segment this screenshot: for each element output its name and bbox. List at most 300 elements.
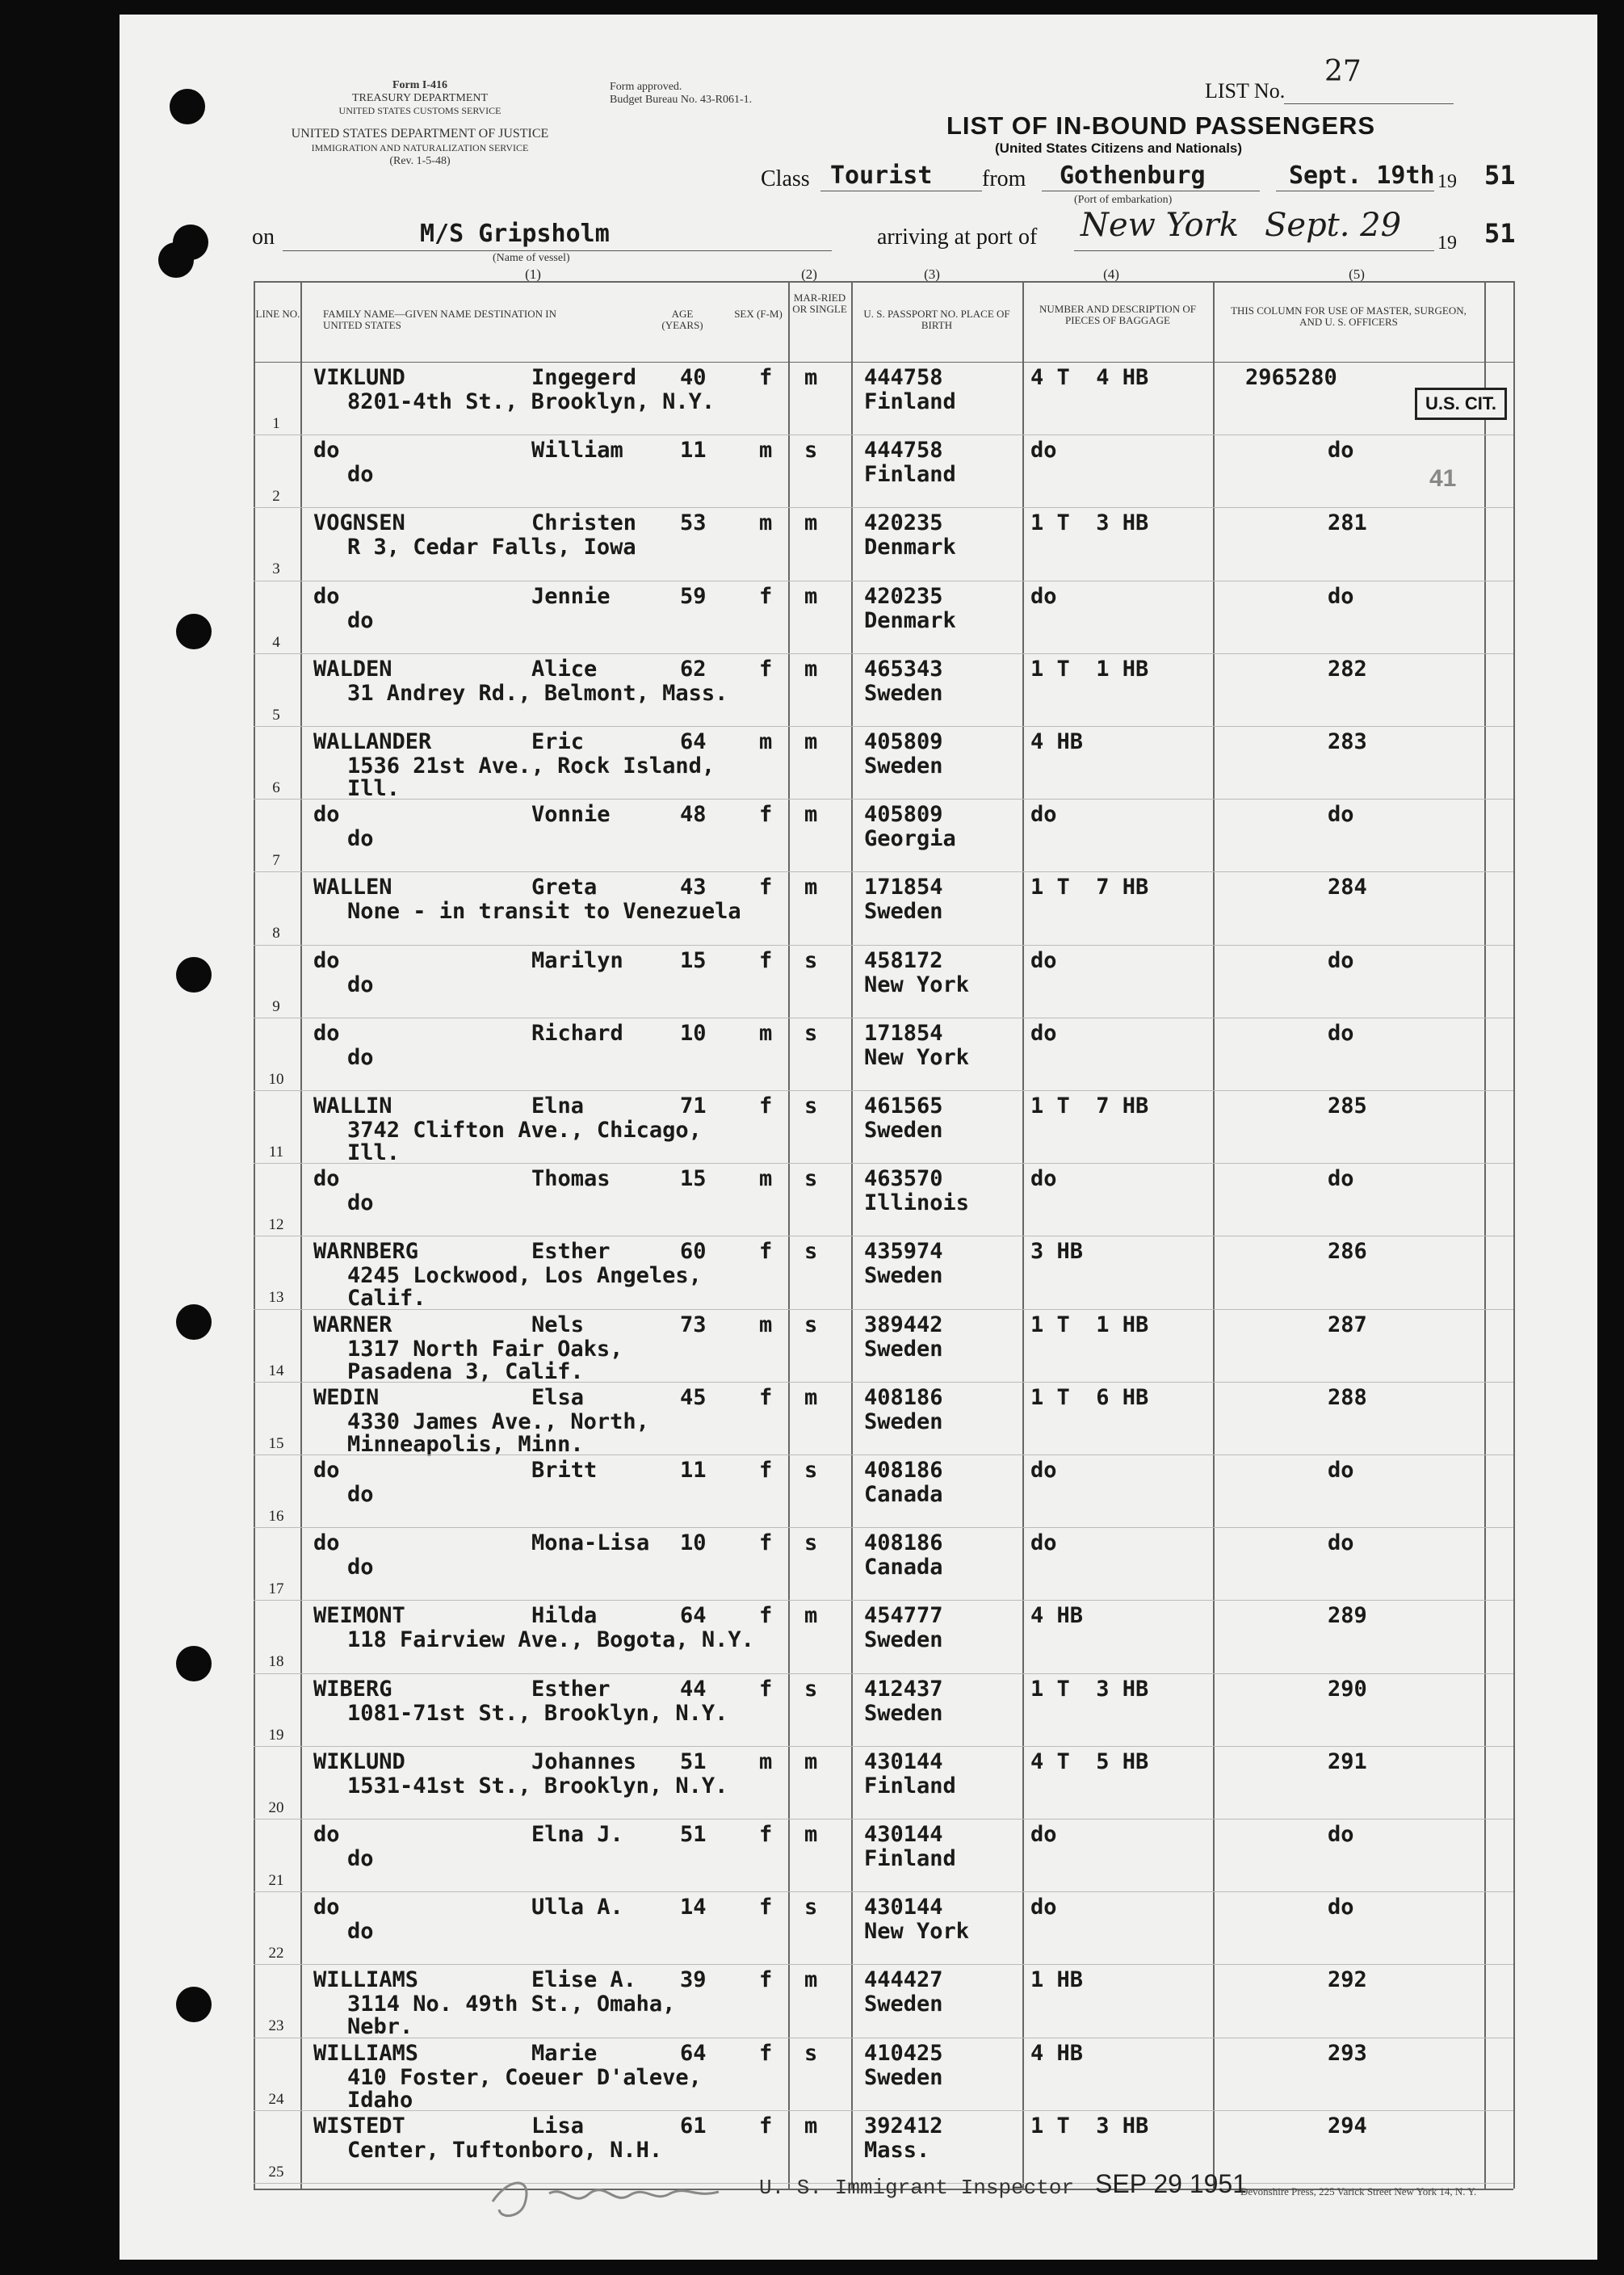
given-name: Ingegerd [531,365,637,390]
baggage: 1 T 3 HB [1030,510,1149,535]
age: 51 [680,1822,707,1847]
age: 43 [680,875,707,900]
sex: m [759,438,773,463]
destination: 3742 Clifton Ave., Chicago, [347,1118,702,1143]
age: 39 [680,1967,707,1992]
given-name: Thomas [531,1166,611,1191]
line-number: 2 [272,488,280,505]
passport-number: 430144 [864,1822,943,1847]
page-title: LIST OF IN-BOUND PASSENGERS [946,111,1376,140]
column-header-sex: SEX (F-M) [734,308,783,320]
place-of-birth: Sweden [864,2065,943,2090]
baggage: do [1030,802,1057,827]
age: 59 [680,584,707,609]
place-of-birth: Sweden [864,1409,943,1434]
baggage: 4 HB [1030,2041,1084,2066]
passport-number: 405809 [864,729,943,754]
given-name: Lisa [531,2113,585,2139]
age: 62 [680,657,707,682]
passport-number: 171854 [864,1021,943,1046]
line-number: 5 [272,707,280,724]
destination: do [347,1846,374,1871]
destination: 3114 No. 49th St., Omaha, [347,1992,676,2017]
place-of-birth: Canada [864,1555,943,1580]
place-of-birth: Sweden [864,1701,943,1726]
baggage: do [1030,438,1057,463]
marital-status: s [804,1021,818,1046]
officer-number: do [1328,1458,1354,1483]
officer-number: 286 [1328,1239,1367,1264]
column-number-2: (2) [801,267,817,282]
baggage: do [1030,948,1057,973]
line-number: 15 [268,1435,284,1452]
destination: do [347,608,374,633]
marital-status: m [804,584,818,609]
sex: f [759,1895,773,1920]
binder-hole [176,1304,212,1340]
officer-number: do [1328,1822,1354,1847]
officer-number: 289 [1328,1603,1367,1628]
row-divider [254,1454,1513,1455]
officer-number: do [1328,438,1354,463]
family-name: WALLIN [313,1093,392,1119]
sex: f [759,1458,773,1483]
row-divider [254,1090,1513,1091]
given-name: Nels [531,1312,585,1337]
sex: f [759,1967,773,1992]
row-divider [254,1819,1513,1820]
line-number: 18 [268,1653,284,1670]
destination: 118 Fairview Ave., Bogota, N.Y. [347,1627,754,1652]
line-number: 1 [272,415,280,432]
place-of-birth: Sweden [864,1118,943,1143]
destination: 4330 James Ave., North, [347,1409,649,1434]
treasury-department: TREASURY DEPARTMENT [351,92,489,104]
sex: m [759,729,773,754]
baggage: 4 T 5 HB [1030,1749,1149,1774]
line-number: 10 [268,1071,284,1088]
baggage: 1 T 1 HB [1030,1312,1149,1337]
family-name: WALLEN [313,875,392,900]
row-divider [254,1382,1513,1383]
destination-line-2: Minneapolis, Minn. [347,1432,584,1457]
vessel-caption: (Name of vessel) [493,252,570,264]
place-of-birth: Sweden [864,899,943,924]
marital-status: s [804,1895,818,1920]
passport-number: 405809 [864,802,943,827]
embarkation-port: Gothenburg [1060,162,1206,190]
sex: f [759,1530,773,1555]
officer-number: 291 [1328,1749,1367,1774]
year-2: 51 [1484,218,1516,249]
destination: do [347,1555,374,1580]
column-header-baggage: NUMBER AND DESCRIPTION OF PIECES OF BAGGAGE [1039,303,1196,326]
destination: do [347,1045,374,1070]
line-number: 6 [272,779,280,796]
given-name: Eric [531,729,585,754]
family-name: WILLIAMS [313,1967,419,1992]
marital-status: s [804,1312,818,1337]
row-divider [254,1527,1513,1528]
sex: f [759,584,773,609]
place-of-birth: New York [864,1919,970,1944]
passport-number: 444758 [864,438,943,463]
marital-status: m [804,802,818,827]
place-of-birth: Mass. [864,2138,930,2163]
line-number: 17 [268,1580,284,1597]
passport-number: 465343 [864,657,943,682]
place-of-birth: Finland [864,1846,956,1871]
place-of-birth: Finland [864,462,956,487]
list-number-label: LIST No. [1205,79,1286,103]
line-number: 19 [268,1727,284,1744]
column-header-age: AGE (YEARS) [661,308,703,331]
age: 61 [680,2113,707,2139]
list-number: 27 [1324,55,1362,88]
line-number: 16 [268,1508,284,1525]
age: 71 [680,1093,707,1119]
line-number: 4 [272,634,280,651]
marital-status: s [804,948,818,973]
row-divider [254,945,1513,946]
family-name: do [313,1021,340,1046]
place-of-birth: Sweden [864,1263,943,1288]
line-number: 23 [268,2017,284,2034]
baggage: 4 HB [1030,729,1084,754]
age: 48 [680,802,707,827]
given-name: Marilyn [531,948,623,973]
given-name: Britt [531,1458,598,1483]
destination: 1081-71st St., Brooklyn, N.Y. [347,1701,728,1726]
officer-number: do [1328,1895,1354,1920]
passport-number: 463570 [864,1166,943,1191]
age: 64 [680,729,707,754]
baggage: do [1030,1895,1057,1920]
age: 73 [680,1312,707,1337]
sex: f [759,1603,773,1628]
given-name: Vonnie [531,802,611,827]
given-name: Elise A. [531,1967,637,1992]
binder-hole [176,614,212,649]
line-number: 3 [272,560,280,577]
column-header-passport: U. S. PASSPORT NO. PLACE OF BIRTH [863,308,1010,331]
given-name: Jennie [531,584,611,609]
officer-number: do [1328,1530,1354,1555]
row-divider [254,1964,1513,1965]
sex: m [759,1021,773,1046]
given-name: Christen [531,510,637,535]
destination-line-2: Nebr. [347,2014,413,2039]
officer-number: 290 [1328,1677,1367,1702]
immigration-service: IMMIGRATION AND NATURALIZATION SERVICE [311,142,529,153]
printer-imprint: Devonshire Press, 225 Varick Street New York 14, N. Y. [1240,2185,1477,2197]
place-of-birth: Canada [864,1482,943,1507]
date-stamp: SEP 29 1951 [1095,2169,1248,2198]
line-number: 8 [272,925,280,942]
family-name: do [313,1458,340,1483]
given-name: Elna J. [531,1822,623,1847]
officer-number: do [1328,1166,1354,1191]
given-name: Mona-Lisa [531,1530,650,1555]
destination: do [347,1190,374,1215]
given-name: Esther [531,1677,611,1702]
row-divider [254,1600,1513,1601]
family-name: WIKLUND [313,1749,405,1774]
age: 15 [680,948,707,973]
column-header-officers: THIS COLUMN FOR USE OF MASTER, SURGEON, AND U. S. OFFICERS [1231,304,1467,328]
destination: do [347,1482,374,1507]
age: 11 [680,1458,707,1483]
place-of-birth: Finland [864,389,956,414]
sex: f [759,1822,773,1847]
destination: 8201-4th St., Brooklyn, N.Y. [347,389,715,414]
place-of-birth: Sweden [864,1627,943,1652]
family-name: do [313,1895,340,1920]
passport-number: 430144 [864,1749,943,1774]
row-divider [254,1673,1513,1674]
age: 64 [680,2041,707,2066]
on-label: on [252,225,275,250]
baggage: do [1030,1021,1057,1046]
destination-line-2: Ill. [347,1140,401,1165]
given-name: Elsa [531,1385,585,1410]
given-name: Esther [531,1239,611,1264]
place-of-birth: Denmark [864,608,956,633]
officer-number: 288 [1328,1385,1367,1410]
destination: None - in transit to Venezuela [347,899,741,924]
given-name: Johannes [531,1749,637,1774]
inspector-signature [476,2161,743,2226]
passport-number: 408186 [864,1458,943,1483]
marital-status: s [804,1677,818,1702]
baggage: 1 T 3 HB [1030,2113,1149,2139]
officer-number: do [1328,948,1354,973]
line-number: 20 [268,1799,284,1816]
passport-number: 412437 [864,1677,943,1702]
marital-status: m [804,1385,818,1410]
family-name: WARNER [313,1312,392,1337]
age: 10 [680,1021,707,1046]
column-number-3: (3) [924,267,940,282]
age: 64 [680,1603,707,1628]
baggage: 1 T 7 HB [1030,875,1149,900]
revision-date: (Rev. 1-5-48) [389,155,451,167]
sex: m [759,1312,773,1337]
destination: do [347,972,374,997]
row-divider [254,1163,1513,1164]
embarkation-date: Sept. 19th [1289,162,1435,190]
column-number-5: (5) [1349,267,1365,282]
officer-number: 285 [1328,1093,1367,1119]
family-name: do [313,1530,340,1555]
year: 51 [1484,160,1516,191]
family-name: do [313,802,340,827]
officer-number: 283 [1328,729,1367,754]
passport-number: 408186 [864,1530,943,1555]
marital-status: m [804,365,818,390]
family-name: VOGNSEN [313,510,405,535]
officer-number: 2965280 [1245,365,1337,390]
baggage: 1 T 6 HB [1030,1385,1149,1410]
sex: m [759,1166,773,1191]
row-divider [254,1746,1513,1747]
baggage: do [1030,1166,1057,1191]
line-number: 22 [268,1945,284,1962]
column-header-married: MAR-RIED OR SINGLE [792,292,847,315]
form-number: Form I-416 [392,79,448,91]
place-of-birth: Sweden [864,753,943,779]
marital-status: s [804,1093,818,1119]
line-number: 9 [272,998,280,1015]
marital-status: m [804,1822,818,1847]
sex: m [759,510,773,535]
manifest-page [120,15,1597,2260]
sex: f [759,1239,773,1264]
destination: do [347,462,374,487]
family-name: WIBERG [313,1677,392,1702]
row-divider [254,653,1513,654]
passport-number: 392412 [864,2113,943,2139]
family-name: WEIMONT [313,1603,405,1628]
passport-number: 410425 [864,2041,943,2066]
row-divider [254,726,1513,727]
given-name: Marie [531,2041,598,2066]
officer-number: 282 [1328,657,1367,682]
marital-status: m [804,1749,818,1774]
given-name: Ulla A. [531,1895,623,1920]
officer-number: 294 [1328,2113,1367,2139]
binder-hole [158,242,194,278]
baggage: 4 HB [1030,1603,1084,1628]
inspector-label: U. S. Immigrant Inspector [759,2176,1075,2200]
passport-number: 454777 [864,1603,943,1628]
line-number: 11 [268,1144,284,1161]
family-name: do [313,438,340,463]
age: 60 [680,1239,707,1264]
passport-number: 435974 [864,1239,943,1264]
line-number: 7 [272,852,280,869]
line-number: 12 [268,1216,284,1233]
marital-status: s [804,2041,818,2066]
given-name: Richard [531,1021,623,1046]
destination: 1536 21st Ave., Rock Island, [347,753,715,779]
family-name: WEDIN [313,1385,380,1410]
row-divider [254,799,1513,800]
line-number: 14 [268,1362,284,1379]
destination: 410 Foster, Coeuer D'aleve, [347,2065,702,2090]
age: 51 [680,1749,707,1774]
line-number: 13 [268,1289,284,1306]
age: 11 [680,438,707,463]
baggage: do [1030,1822,1057,1847]
family-name: WISTEDT [313,2113,405,2139]
place-of-birth: Illinois [864,1190,970,1215]
place-of-birth: Georgia [864,826,956,851]
age: 10 [680,1530,707,1555]
place-of-birth: New York [864,972,970,997]
customs-service: UNITED STATES CUSTOMS SERVICE [338,105,501,116]
binder-hole [176,1646,212,1681]
sex: f [759,2113,773,2139]
line-number: 21 [268,1872,284,1889]
page-subtitle: (United States Citizens and Nationals) [995,141,1243,156]
family-name: do [313,584,340,609]
row-divider [254,871,1513,872]
line-number: 25 [268,2164,284,2181]
destination: do [347,826,374,851]
age: 14 [680,1895,707,1920]
place-of-birth: Sweden [864,1992,943,2017]
family-name: do [313,1166,340,1191]
destination: do [347,1919,374,1944]
place-of-birth: Denmark [864,535,956,560]
sex: f [759,1093,773,1119]
baggage: do [1030,1458,1057,1483]
place-of-birth: New York [864,1045,970,1070]
destination-line-2: Idaho [347,2088,413,2113]
column-number-4: (4) [1103,267,1119,282]
class-label: Class [761,166,810,191]
arriving-label: arriving at port of [877,225,1038,250]
baggage: 1 T 3 HB [1030,1677,1149,1702]
from-label: from [982,166,1026,191]
sex: f [759,1385,773,1410]
passport-number: 458172 [864,948,943,973]
marital-status: s [804,1166,818,1191]
row-divider [254,1891,1513,1892]
passport-number: 420235 [864,584,943,609]
column-header-line: LINE NO. [255,308,300,320]
sex: f [759,875,773,900]
family-name: do [313,948,340,973]
family-name: WALDEN [313,657,392,682]
binder-hole [176,1987,212,2022]
vessel-name: M/S Gripsholm [420,220,610,248]
baggage: 4 T 4 HB [1030,365,1149,390]
year-prefix: 19 [1437,171,1457,192]
passport-number: 171854 [864,875,943,900]
passport-number: 408186 [864,1385,943,1410]
line-number: 24 [268,2091,284,2108]
passport-number: 444427 [864,1967,943,1992]
age: 44 [680,1677,707,1702]
given-name: Alice [531,657,598,682]
passport-number: 389442 [864,1312,943,1337]
destination-line-2: Ill. [347,776,401,801]
citizen-stamp: U.S. CIT. [1415,388,1507,420]
destination: Center, Tuftonboro, N.H. [347,2138,663,2163]
given-name: Elna [531,1093,585,1119]
destination-line-2: Calif. [347,1286,426,1311]
row-divider [254,2110,1513,2111]
age: 15 [680,1166,707,1191]
officer-number: 284 [1328,875,1367,900]
marital-status: s [804,1458,818,1483]
destination: 31 Andrey Rd., Belmont, Mass. [347,681,728,706]
marital-status: m [804,510,818,535]
officer-number: do [1328,802,1354,827]
form-approved: Form approved. [610,81,682,93]
sex: f [759,365,773,390]
passport-number: 430144 [864,1895,943,1920]
marital-status: m [804,729,818,754]
place-of-birth: Sweden [864,1337,943,1362]
row-divider [254,507,1513,508]
destination-line-2: Pasadena 3, Calif. [347,1359,584,1384]
sex: m [759,1749,773,1774]
class-value: Tourist [830,162,933,190]
marital-status: m [804,875,818,900]
